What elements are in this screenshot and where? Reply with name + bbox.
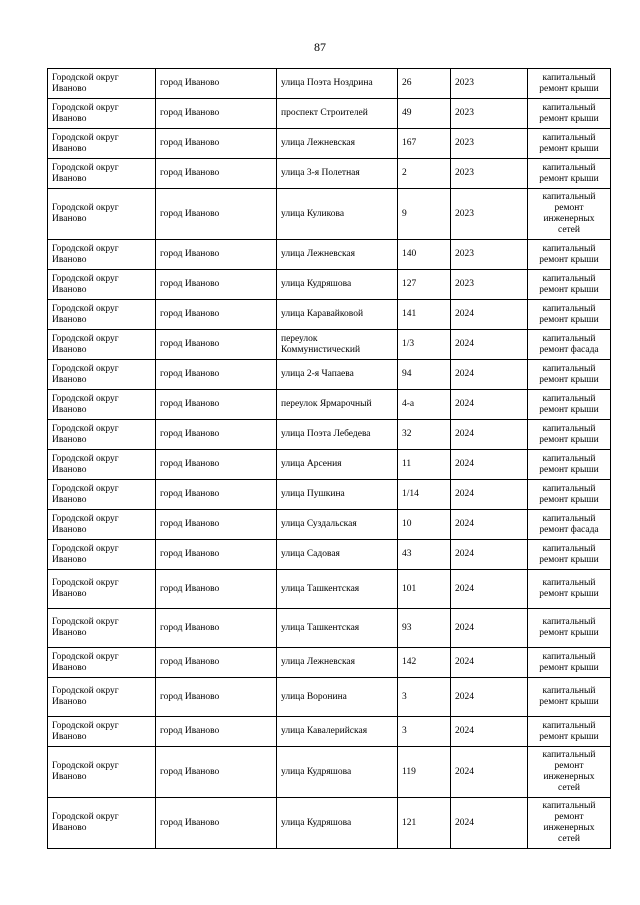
cell-work-type: капитальный ремонт крыши [528, 69, 611, 99]
cell-street: улица Куликова [277, 189, 398, 240]
cell-work-type: капитальный ремонт крыши [528, 609, 611, 648]
cell-house-number: 101 [398, 570, 451, 609]
repair-schedule-table [47, 68, 611, 849]
table-row [48, 330, 611, 360]
cell-work-type: капитальный ремонт крыши [528, 540, 611, 570]
cell-municipality: Городской округ Иваново [48, 159, 156, 189]
cell-municipality: Городской округ Иваново [48, 69, 156, 99]
cell-year: 2024 [451, 570, 528, 609]
cell-house-number: 119 [398, 747, 451, 798]
table-row [48, 189, 611, 240]
cell-street: улица Лежневская [277, 648, 398, 678]
cell-municipality: Городской округ Иваново [48, 450, 156, 480]
cell-settlement: город Иваново [156, 240, 277, 270]
cell-year: 2024 [451, 747, 528, 798]
cell-settlement: город Иваново [156, 717, 277, 747]
cell-year: 2024 [451, 798, 528, 849]
table-row [48, 159, 611, 189]
cell-settlement: город Иваново [156, 678, 277, 717]
cell-work-type: капитальный ремонт крыши [528, 300, 611, 330]
cell-municipality: Городской округ Иваново [48, 420, 156, 450]
table-row [48, 390, 611, 420]
cell-year: 2024 [451, 510, 528, 540]
cell-street: переулок Коммунистический [277, 330, 398, 360]
cell-work-type: капитальный ремонт крыши [528, 129, 611, 159]
cell-house-number: 2 [398, 159, 451, 189]
cell-settlement: город Иваново [156, 270, 277, 300]
table-row [48, 480, 611, 510]
cell-municipality: Городской округ Иваново [48, 240, 156, 270]
cell-street: улица Кудряшова [277, 270, 398, 300]
cell-municipality: Городской округ Иваново [48, 99, 156, 129]
cell-work-type: капитальный ремонт крыши [528, 717, 611, 747]
table-row [48, 648, 611, 678]
table-row [48, 99, 611, 129]
cell-municipality: Городской округ Иваново [48, 510, 156, 540]
cell-work-type: капитальный ремонт фасада [528, 330, 611, 360]
cell-municipality: Городской округ Иваново [48, 189, 156, 240]
table-row [48, 360, 611, 390]
cell-year: 2024 [451, 300, 528, 330]
cell-settlement: город Иваново [156, 570, 277, 609]
cell-work-type: капитальный ремонт крыши [528, 648, 611, 678]
cell-settlement: город Иваново [156, 99, 277, 129]
table-row [48, 270, 611, 300]
cell-street: улица Поэта Лебедева [277, 420, 398, 450]
cell-house-number: 1/14 [398, 480, 451, 510]
cell-street: улица Садовая [277, 540, 398, 570]
cell-house-number: 11 [398, 450, 451, 480]
table-body [48, 69, 611, 849]
cell-street: улица Лежневская [277, 240, 398, 270]
cell-work-type: капитальный ремонт крыши [528, 99, 611, 129]
cell-house-number: 43 [398, 540, 451, 570]
cell-municipality: Городской округ Иваново [48, 390, 156, 420]
cell-work-type: капитальный ремонт крыши [528, 480, 611, 510]
cell-settlement: город Иваново [156, 69, 277, 99]
cell-work-type: капитальный ремонт крыши [528, 450, 611, 480]
cell-year: 2024 [451, 609, 528, 648]
cell-street: переулок Ярмарочный [277, 390, 398, 420]
cell-work-type: капитальный ремонт крыши [528, 240, 611, 270]
cell-year: 2024 [451, 420, 528, 450]
cell-year: 2024 [451, 360, 528, 390]
table-row [48, 717, 611, 747]
cell-year: 2024 [451, 648, 528, 678]
cell-year: 2024 [451, 330, 528, 360]
cell-year: 2024 [451, 678, 528, 717]
cell-street: улица Воронина [277, 678, 398, 717]
cell-house-number: 140 [398, 240, 451, 270]
cell-work-type: капитальный ремонт фасада [528, 510, 611, 540]
cell-settlement: город Иваново [156, 450, 277, 480]
cell-street: проспект Строителей [277, 99, 398, 129]
cell-municipality: Городской округ Иваново [48, 480, 156, 510]
cell-municipality: Городской округ Иваново [48, 360, 156, 390]
cell-work-type: капитальный ремонт крыши [528, 678, 611, 717]
cell-municipality: Городской округ Иваново [48, 798, 156, 849]
table-row [48, 540, 611, 570]
cell-street: улица Кавалерийская [277, 717, 398, 747]
cell-house-number: 3 [398, 678, 451, 717]
cell-settlement: город Иваново [156, 798, 277, 849]
table-row [48, 747, 611, 798]
cell-municipality: Городской округ Иваново [48, 330, 156, 360]
table-row [48, 69, 611, 99]
cell-municipality: Городской округ Иваново [48, 648, 156, 678]
table-row [48, 609, 611, 648]
cell-settlement: город Иваново [156, 540, 277, 570]
cell-house-number: 32 [398, 420, 451, 450]
cell-municipality: Городской округ Иваново [48, 747, 156, 798]
cell-work-type: капитальный ремонт крыши [528, 270, 611, 300]
cell-work-type: капитальный ремонт крыши [528, 159, 611, 189]
cell-settlement: город Иваново [156, 360, 277, 390]
cell-street: улица Лежневская [277, 129, 398, 159]
cell-year: 2024 [451, 717, 528, 747]
cell-year: 2023 [451, 240, 528, 270]
table-row [48, 420, 611, 450]
cell-year: 2023 [451, 69, 528, 99]
cell-house-number: 26 [398, 69, 451, 99]
cell-street: улица Кудряшова [277, 798, 398, 849]
cell-house-number: 9 [398, 189, 451, 240]
cell-work-type: капитальный ремонт крыши [528, 360, 611, 390]
cell-municipality: Городской округ Иваново [48, 678, 156, 717]
cell-street: улица Пушкина [277, 480, 398, 510]
cell-house-number: 167 [398, 129, 451, 159]
cell-settlement: город Иваново [156, 159, 277, 189]
cell-municipality: Городской округ Иваново [48, 270, 156, 300]
cell-house-number: 49 [398, 99, 451, 129]
cell-settlement: город Иваново [156, 129, 277, 159]
cell-settlement: город Иваново [156, 300, 277, 330]
cell-settlement: город Иваново [156, 510, 277, 540]
cell-municipality: Городской округ Иваново [48, 129, 156, 159]
table-row [48, 570, 611, 609]
table-row [48, 300, 611, 330]
cell-year: 2023 [451, 270, 528, 300]
cell-street: улица 2-я Чапаева [277, 360, 398, 390]
cell-house-number: 3 [398, 717, 451, 747]
table-row [48, 450, 611, 480]
cell-street: улица Ташкентская [277, 609, 398, 648]
cell-year: 2024 [451, 390, 528, 420]
cell-year: 2023 [451, 189, 528, 240]
cell-work-type: капитальный ремонт крыши [528, 390, 611, 420]
cell-house-number: 127 [398, 270, 451, 300]
cell-house-number: 94 [398, 360, 451, 390]
cell-street: улица Кудряшова [277, 747, 398, 798]
cell-house-number: 142 [398, 648, 451, 678]
page-number: 87 [314, 40, 326, 54]
cell-street: улица Поэта Ноздрина [277, 69, 398, 99]
cell-municipality: Городской округ Иваново [48, 570, 156, 609]
cell-street: улица Суздальская [277, 510, 398, 540]
cell-year: 2023 [451, 159, 528, 189]
cell-municipality: Городской округ Иваново [48, 609, 156, 648]
cell-work-type: капитальный ремонт инженерных сетей [528, 189, 611, 240]
cell-house-number: 10 [398, 510, 451, 540]
cell-work-type: капитальный ремонт инженерных сетей [528, 798, 611, 849]
table-row [48, 129, 611, 159]
cell-settlement: город Иваново [156, 747, 277, 798]
cell-settlement: город Иваново [156, 330, 277, 360]
cell-house-number: 4-а [398, 390, 451, 420]
cell-settlement: город Иваново [156, 480, 277, 510]
cell-house-number: 141 [398, 300, 451, 330]
cell-settlement: город Иваново [156, 648, 277, 678]
cell-year: 2024 [451, 450, 528, 480]
cell-municipality: Городской округ Иваново [48, 300, 156, 330]
cell-house-number: 1/3 [398, 330, 451, 360]
table-row [48, 798, 611, 849]
cell-work-type: капитальный ремонт крыши [528, 570, 611, 609]
table-row [48, 678, 611, 717]
cell-house-number: 93 [398, 609, 451, 648]
cell-municipality: Городской округ Иваново [48, 717, 156, 747]
cell-work-type: капитальный ремонт инженерных сетей [528, 747, 611, 798]
cell-settlement: город Иваново [156, 390, 277, 420]
cell-settlement: город Иваново [156, 189, 277, 240]
cell-settlement: город Иваново [156, 420, 277, 450]
table-row [48, 510, 611, 540]
cell-street: улица 3-я Полетная [277, 159, 398, 189]
cell-street: улица Ташкентская [277, 570, 398, 609]
cell-street: улица Арсения [277, 450, 398, 480]
cell-year: 2024 [451, 480, 528, 510]
cell-settlement: город Иваново [156, 609, 277, 648]
cell-municipality: Городской округ Иваново [48, 540, 156, 570]
cell-year: 2024 [451, 540, 528, 570]
cell-house-number: 121 [398, 798, 451, 849]
table-row [48, 240, 611, 270]
cell-year: 2023 [451, 129, 528, 159]
cell-year: 2023 [451, 99, 528, 129]
cell-street: улица Каравайковой [277, 300, 398, 330]
cell-work-type: капитальный ремонт крыши [528, 420, 611, 450]
